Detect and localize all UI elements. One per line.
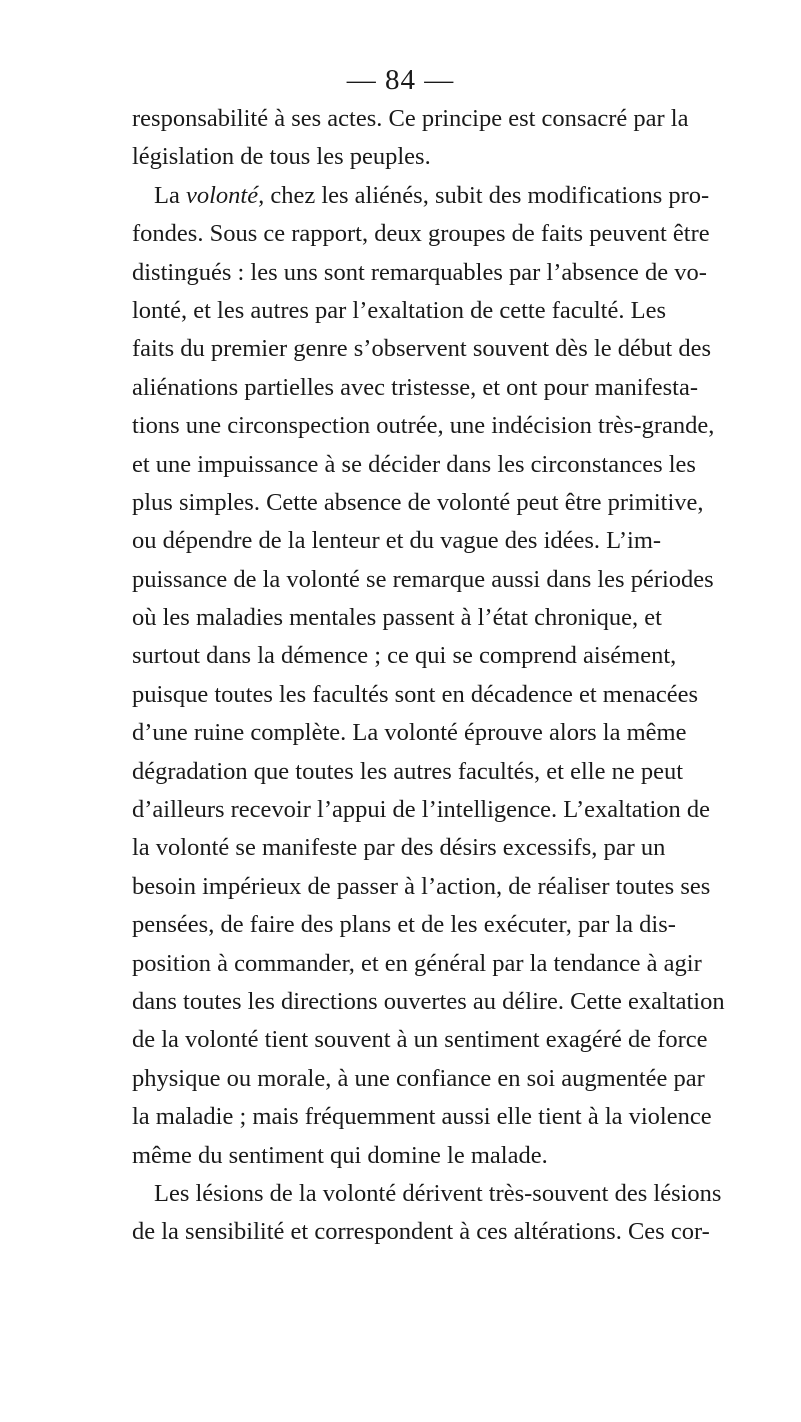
- text-line: lonté, et les autres par l’exaltation de cette faculté. Les: [132, 296, 666, 324]
- text-line: et une impuissance à se décider dans les circonstances les: [132, 450, 696, 478]
- text-line: distingués : les uns sont remarquables par l’absence de vo-: [132, 258, 707, 286]
- text-line: d’une ruine complète. La volonté éprouve alors la même: [132, 719, 687, 747]
- text-line: de la sensibilité et correspondent à ces altérations. Ces cor-: [132, 1218, 710, 1246]
- emphasized-word: volonté,: [185, 181, 265, 209]
- text-line: plus simples. Cette absence de volonté peut être primitive,: [132, 488, 704, 516]
- text-line: tions une circonspection outrée, une indécision très-grande,: [132, 412, 715, 440]
- text-run: La: [154, 181, 186, 209]
- text-line: de la volonté tient souvent à un sentiment exagéré de force: [132, 1026, 708, 1054]
- text-line: la volonté se manifeste par des désirs excessifs, par un: [132, 834, 666, 862]
- text-line: dans toutes les directions ouvertes au délire. Cette exaltation: [132, 987, 725, 1015]
- text-line: physique ou morale, à une confiance en soi augmentée par: [132, 1064, 705, 1092]
- text-line: législation de tous les peuples.: [132, 143, 431, 171]
- text-line: la maladie ; mais fréquemment aussi elle tient à la violence: [132, 1103, 712, 1131]
- text-line: pensées, de faire des plans et de les exécuter, par la dis-: [132, 911, 676, 939]
- text-line: où les maladies mentales passent à l’état chronique, et: [132, 604, 662, 632]
- text-line: aliénations partielles avec tristesse, et ont pour manifesta-: [132, 373, 699, 401]
- text-line: Les lésions de la volonté dérivent très-souvent des lésions: [154, 1179, 722, 1207]
- text-line: besoin impérieux de passer à l’action, de réaliser toutes ses: [132, 872, 711, 900]
- page-number: — 84 —: [346, 64, 455, 96]
- text-line: faits du premier genre s’observent souvent dès le début des: [132, 335, 711, 363]
- text-line: surtout dans la démence ; ce qui se comprend aisément,: [132, 642, 677, 670]
- text-line: puissance de la volonté se remarque aussi dans les périodes: [132, 565, 714, 593]
- text-run: chez les aliénés, subit des modifications pro-: [264, 181, 710, 209]
- body-text: [132, 100, 725, 1252]
- text-line: dégradation que toutes les autres facultés, et elle ne peut: [132, 757, 684, 785]
- text-line: même du sentiment qui domine le malade.: [132, 1141, 548, 1169]
- text-line: fondes. Sous ce rapport, deux groupes de faits peuvent être: [132, 220, 710, 248]
- text-line: ou dépendre de la lenteur et du vague des idées. L’im-: [132, 527, 662, 555]
- text-line: puisque toutes les facultés sont en décadence et menacées: [132, 680, 698, 708]
- text-line: responsabilité à ses actes. Ce principe est consacré par la: [132, 105, 689, 132]
- text-line: [132, 177, 710, 215]
- text-line: d’ailleurs recevoir l’appui de l’intelligence. L’exaltation de: [132, 796, 711, 824]
- text-line: position à commander, et en général par la tendance à agir: [132, 949, 702, 977]
